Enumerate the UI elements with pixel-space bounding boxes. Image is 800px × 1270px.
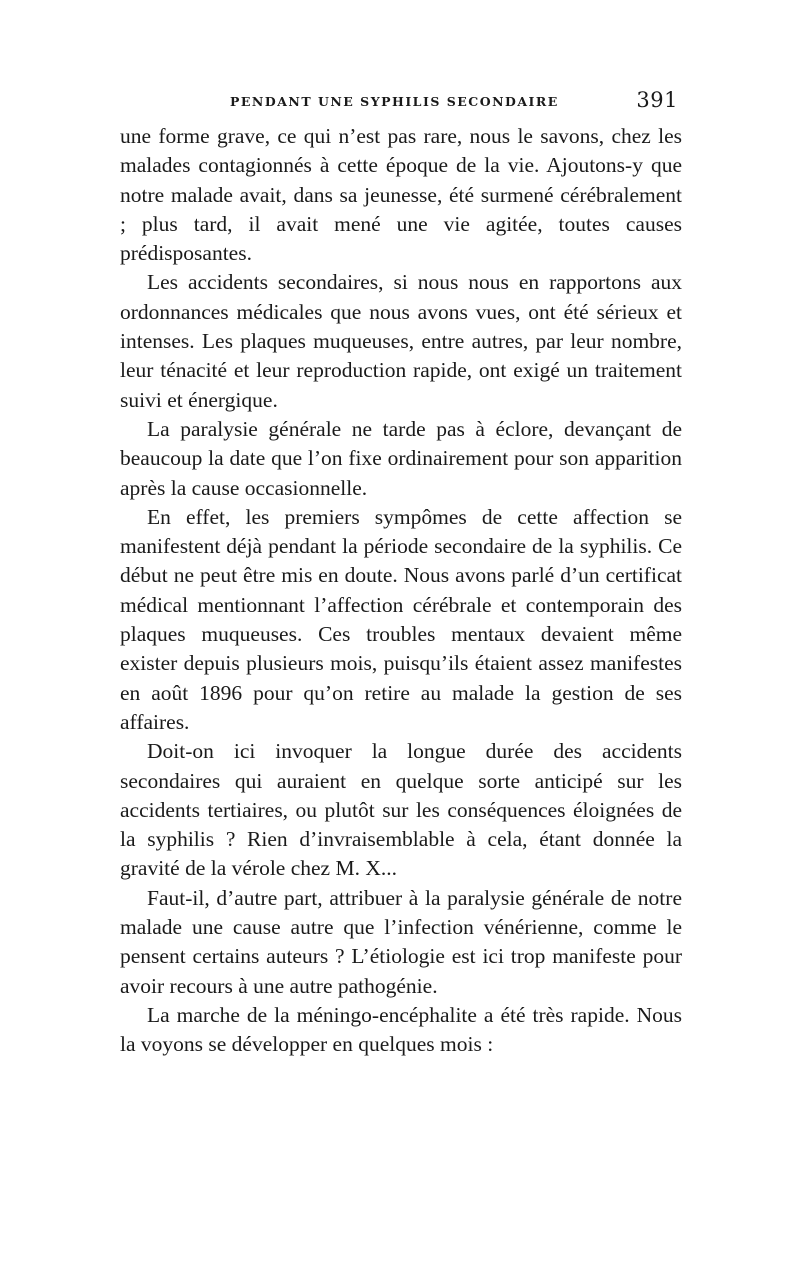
paragraph: Doit-on ici invoquer la longue durée des accidents secondaires qui auraient en quelque sorte anticipé sur les accidents tertiaires, ou plutôt sur les conséquences éloignées de la syphilis ? Rien d’invraisemblable à cela, étant donnée la gravité de la vérole chez M. X... [120,739,682,881]
body-text [120,122,682,1060]
paragraph: Faut-il, d’autre part, attribuer à la paralysie générale de notre malade une cause autre que l’infection vénérienne, comme le pensent certains auteurs ? L’étiologie est ici trop manifeste pour avoir recours à une autre pathogénie. [120,885,682,998]
paragraph: Les accidents secondaires, si nous nous en rapportons aux ordonnances médicales que nous avons vues, ont été sérieux et intenses. Les plaques muqueuses, entre autres, par leur nombre, leur ténacité et leur reproduction rapide, ont exigé un traitement suivi et énergique. [120,270,682,412]
running-header [120,88,682,120]
paragraph: La paralysie générale ne tarde pas à éclore, devançant de beaucoup la date que l’on fixe ordinairement pour son apparition après la cause occasionnelle. [120,416,682,500]
paragraph: La marche de la méningo-encéphalite a été très rapide. Nous la voyons se développer en quelques mois : [120,1002,682,1057]
book-page [120,88,682,1060]
page-number: 391 [636,88,678,112]
paragraph: une forme grave, ce qui n’est pas rare, nous le savons, chez les malades contagionnés à cette époque de la vie. Ajoutons-y que notre malade avait, dans sa jeunesse, été surmené cérébralement ; plus tard, il avait mené une vie agitée, toutes causes prédisposantes. [120,124,682,266]
running-title: PENDANT UNE SYPHILIS SECONDAIRE [230,94,559,109]
paragraph: En effet, les premiers sympômes de cette affection se manifestent déjà pendant la période secondaire de la syphilis. Ce début ne peut être mis en doute. Nous avons parlé d’un certificat médical mentionnant l’affection cérébrale et contemporain des plaques muqueuses. Ces troubles mentaux devaient même exister depuis plusieurs mois, puisqu’ils étaient assez manifestes en août 1896 pour qu’on retire au malade la gestion de ses affaires. [120,504,682,734]
